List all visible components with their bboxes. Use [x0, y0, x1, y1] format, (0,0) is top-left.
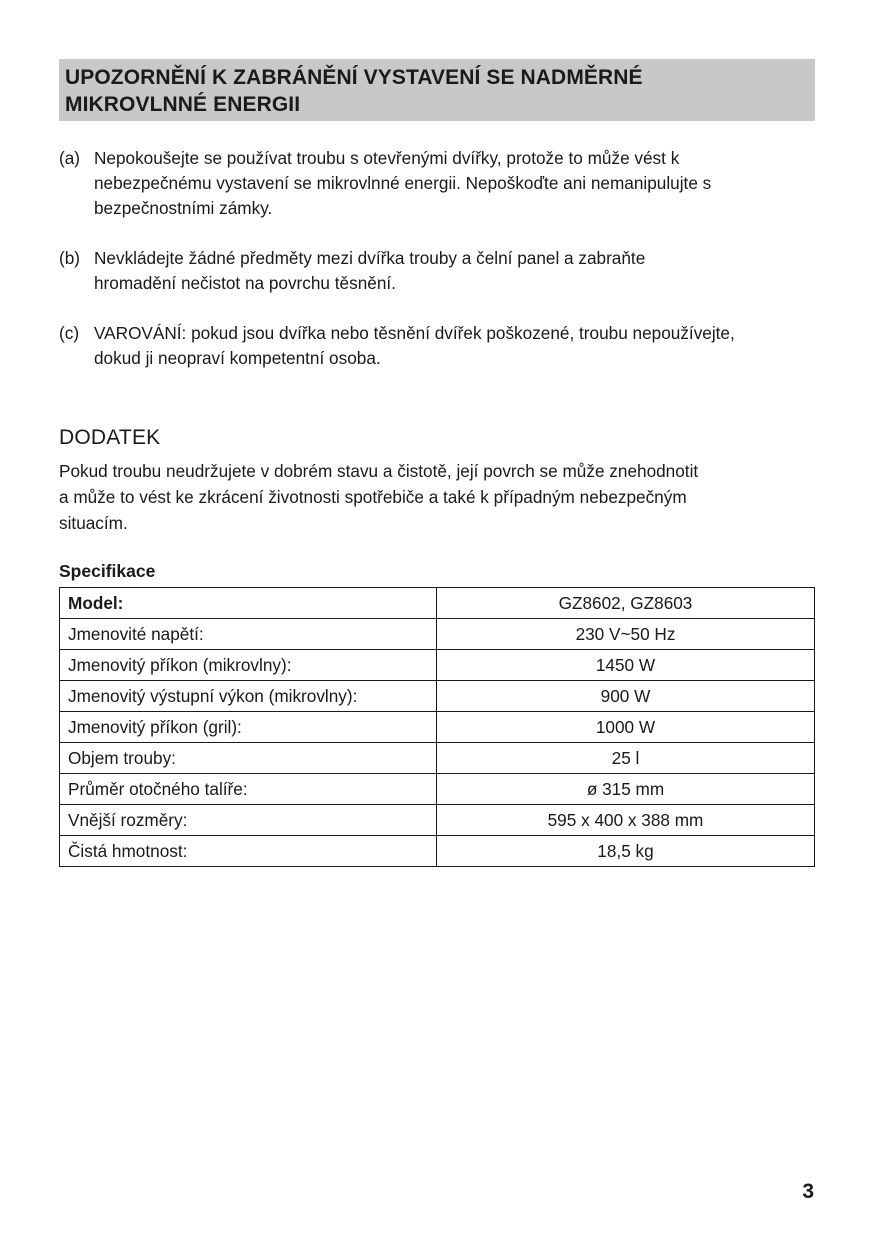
page-number: 3 [802, 1180, 814, 1203]
warning-text-line: bezpečnostními zámky. [94, 198, 273, 218]
spec-value: 595 x 400 x 388 mm [437, 805, 815, 836]
dodatek-title: DODATEK [59, 426, 161, 449]
list-marker: (a) [59, 148, 81, 168]
table-row [60, 650, 815, 681]
warning-list [59, 146, 829, 396]
table-row [60, 743, 815, 774]
table-row [60, 619, 815, 650]
paragraph-line: a může to vést ke zkrácení životnosti spotřebiče a také k případným nebezpečným [59, 487, 687, 507]
spec-value: GZ8602, GZ8603 [437, 588, 815, 619]
specifications-title: Specifikace [59, 561, 156, 581]
spec-value: 25 l [437, 743, 815, 774]
spec-label: Čistá hmotnost: [60, 836, 437, 867]
spec-label: Jmenovité napětí: [60, 619, 437, 650]
dodatek-paragraph [59, 458, 698, 536]
table-row [60, 681, 815, 712]
specifications-table [59, 587, 815, 867]
list-marker: (c) [59, 323, 80, 343]
heading-line-2: MIKROVLNNÉ ENERGII [65, 93, 301, 116]
spec-label: Jmenovitý příkon (gril): [60, 712, 437, 743]
paragraph-line: situacím. [59, 513, 128, 533]
spec-value: 900 W [437, 681, 815, 712]
spec-value: 18,5 kg [437, 836, 815, 867]
table-row [60, 836, 815, 867]
warning-text-line: VAROVÁNÍ: pokud jsou dvířka nebo těsnění dvířek poškozené, troubu nepoužívejte, [94, 323, 735, 343]
spec-value: 230 V~50 Hz [437, 619, 815, 650]
spec-label: Objem trouby: [60, 743, 437, 774]
spec-value: 1000 W [437, 712, 815, 743]
table-row [60, 588, 815, 619]
warning-text-line: Nevkládejte žádné předměty mezi dvířka trouby a čelní panel a zabraňte [94, 248, 646, 268]
table-row [60, 774, 815, 805]
table-row [60, 805, 815, 836]
warning-text-line: dokud ji neopraví kompetentní osoba. [94, 348, 381, 368]
spec-label: Jmenovitý výstupní výkon (mikrovlny): [60, 681, 437, 712]
warning-item-c [59, 321, 829, 371]
spec-label: Průměr otočného talíře: [60, 774, 437, 805]
spec-label: Model: [60, 588, 437, 619]
spec-value: ø 315 mm [437, 774, 815, 805]
warning-text-line: hromadění nečistot na povrchu těsnění. [94, 273, 396, 293]
spec-label: Vnější rozměry: [60, 805, 437, 836]
list-marker: (b) [59, 248, 81, 268]
warning-item-b [59, 246, 829, 296]
table-row [60, 712, 815, 743]
warning-text-line: nebezpečnému vystavení se mikrovlnné energii. Nepoškoďte ani nemanipulujte s [94, 173, 712, 193]
spec-label: Jmenovitý příkon (mikrovlny): [60, 650, 437, 681]
warning-section-heading [59, 59, 815, 121]
warning-item-a [59, 146, 829, 221]
paragraph-line: Pokud troubu neudržujete v dobrém stavu a čistotě, její povrch se může znehodnotit [59, 461, 699, 481]
heading-line-1: UPOZORNĚNÍ K ZABRÁNĚNÍ VYSTAVENÍ SE NADMĚRNÉ [65, 66, 643, 89]
warning-text-line: Nepokoušejte se používat troubu s otevřenými dvířky, protože to může vést k [94, 148, 680, 168]
spec-value: 1450 W [437, 650, 815, 681]
